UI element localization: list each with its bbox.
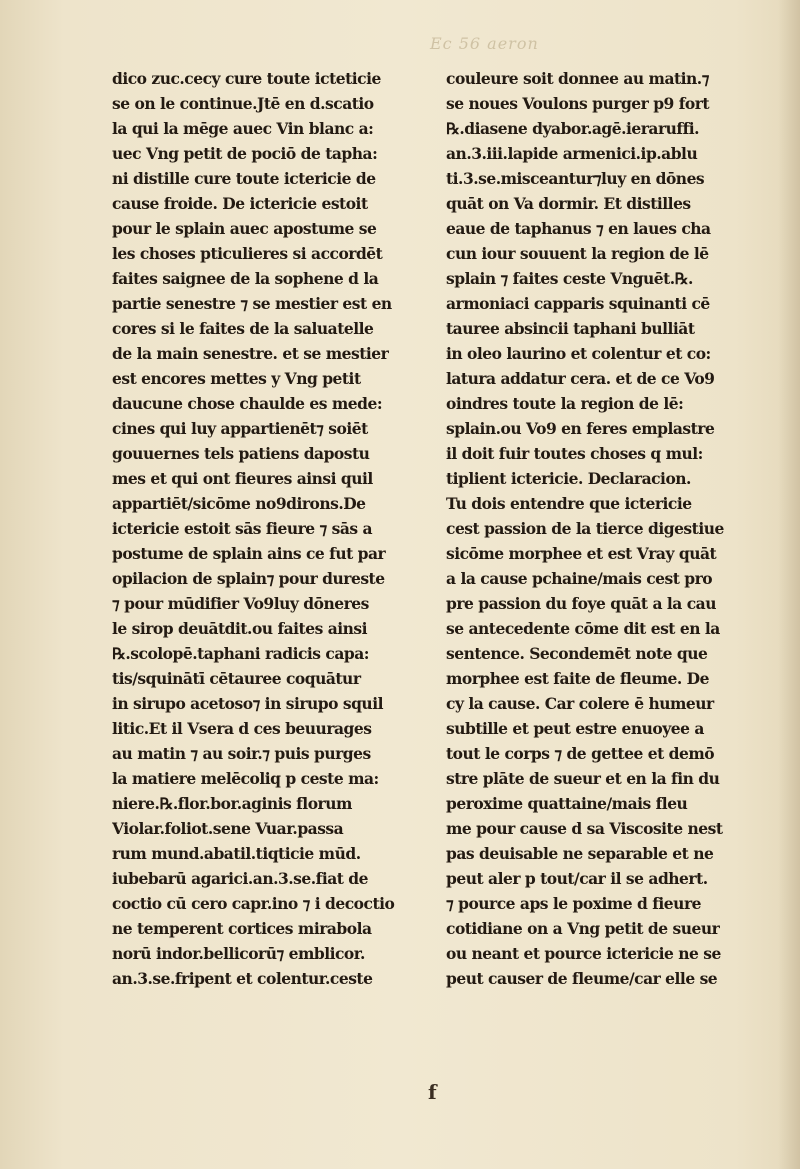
right-column-line: peut aler p tout/car il se adhert.: [446, 869, 708, 888]
right-column-line: tauree absincii taphani bulliāt: [446, 319, 695, 338]
left-column-line: rum mund.abatil.tiqticie mūd.: [112, 844, 361, 863]
right-text-column: [446, 66, 771, 991]
left-column-line: ni distille cure toute ictericie de: [112, 169, 376, 188]
left-column-line: in sirupo acetoso⁊ in sirupo squil: [112, 694, 383, 713]
left-column-line: uec Vng petit de pociō de tapha:: [112, 144, 378, 163]
right-column-line: peut causer de fleume/car elle se: [446, 969, 718, 988]
left-column-line: le sirop deuātdit.ou faites ainsi: [112, 619, 368, 638]
right-column-line: in oleo laurino et colentur et co:: [446, 344, 711, 363]
left-column-line: an.3.se.fripent et colentur.ceste: [112, 969, 373, 988]
left-column-line: dico zuc.cecy cure toute icteticie: [112, 69, 381, 88]
right-column-line: splain ⁊ faites ceste Vnguēt.℞.: [446, 269, 693, 288]
right-column-line: cotidiane on a Vng petit de sueur: [446, 919, 720, 938]
right-column-line: tout le corps ⁊ de gettee et demō: [446, 744, 715, 763]
left-column-line: ictericie estoit sās fieure ⁊ sās a: [112, 519, 373, 538]
right-column-line: armoniaci capparis squinanti cē: [446, 294, 710, 313]
left-column-line: coctio cū cero capr.ino ⁊ i decoctio: [112, 894, 395, 913]
right-column-line: ou neant et pource ictericie ne se: [446, 944, 721, 963]
right-column-line: tiplient ictericie. Declaracion.: [446, 469, 691, 488]
left-column-line: ne temperent cortices mirabola: [112, 919, 372, 938]
right-column-line: se antecedente cōme dit est en la: [446, 619, 720, 638]
right-column-line: ℞.diasene dyabor.agē.ieraruffi.: [446, 119, 700, 138]
left-column-line: partie senestre ⁊ se mestier est en: [112, 294, 392, 313]
right-column-line: cun iour souuent la region de lē: [446, 244, 709, 263]
right-column-line: Tu dois entendre que ictericie: [446, 494, 692, 513]
left-column-line: norū indor.bellicorū⁊ emblicor.: [112, 944, 365, 963]
left-column-line: les choses pticulieres si accordēt: [112, 244, 383, 263]
right-column-line: an.3.iii.lapide armenici.ip.ablu: [446, 144, 698, 163]
left-column-line: faites saignee de la sophene d la: [112, 269, 379, 288]
right-column-line: latura addatur cera. et de ce Vo9: [446, 369, 715, 388]
signature-mark: f: [428, 1080, 437, 1104]
right-column-line: pre passion du foye quāt a la cau: [446, 594, 716, 613]
left-column-line: Violar.foliot.sene Vuar.passa: [112, 819, 344, 838]
left-column-line: mes et qui ont fieures ainsi quil: [112, 469, 373, 488]
right-column-line: cy la cause. Car colere ē humeur: [446, 694, 714, 713]
right-column-line: morphee est faite de fleume. De: [446, 669, 709, 688]
left-column-line: est encores mettes y Vng petit: [112, 369, 361, 388]
left-column-line: litic.Et il Vsera d ces beuurages: [112, 719, 372, 738]
right-column-line: pas deuisable ne separable et ne: [446, 844, 714, 863]
left-column-line: niere.℞.flor.bor.aginis florum: [112, 794, 352, 813]
left-column-line: gouuernes tels patiens dapostu: [112, 444, 370, 463]
right-column-line: me pour cause d sa Viscosite nest: [446, 819, 723, 838]
left-column-line: pour le splain auec apostume se: [112, 219, 377, 238]
page-edge-shadow: [778, 0, 800, 1169]
left-text-column: [112, 66, 442, 991]
left-column-line: au matin ⁊ au soir.⁊ puis purges: [112, 744, 371, 763]
right-column-line: oindres toute la region de lē:: [446, 394, 684, 413]
right-column-line: couleure soit donnee au matin.⁊: [446, 69, 709, 88]
right-column-line: cest passion de la tierce digestiue: [446, 519, 724, 538]
left-column-line: iubebarū agarici.an.3.se.fiat de: [112, 869, 368, 888]
right-column-line: a la cause pchaine/mais cest pro: [446, 569, 713, 588]
right-column-line: peroxime quattaine/mais fleu: [446, 794, 688, 813]
left-column-line: opilacion de splain⁊ pour dureste: [112, 569, 385, 588]
right-column-line: eaue de taphanus ⁊ en laues cha: [446, 219, 711, 238]
right-column-line: sicōme morphee et est Vray quāt: [446, 544, 717, 563]
left-column-line: ⁊ pour mūdifier Vo9luy dōneres: [112, 594, 369, 613]
right-column-line: splain.ou Vo9 en feres emplastre: [446, 419, 715, 438]
left-column-line: cines qui luy appartienēt⁊ soiēt: [112, 419, 368, 438]
left-column-line: tis/squinātī cētauree coquātur: [112, 669, 361, 688]
show-through-header: Ec 56 aeron: [430, 34, 539, 53]
right-column-line: ti.3.se.misceantur⁊luy en dōnes: [446, 169, 705, 188]
right-column-line: ⁊ pource aps le poxime d fieure: [446, 894, 701, 913]
left-column-line: daucune chose chaulde es mede:: [112, 394, 383, 413]
right-column-line: quāt on Va dormir. Et distilles: [446, 194, 691, 213]
left-column-line: ℞.scolopē.taphani radicis capa:: [112, 644, 369, 663]
right-column-line: subtille et peut estre enuoyee a: [446, 719, 704, 738]
left-column-line: se on le continue.Jtē en d.scatio: [112, 94, 374, 113]
right-column-line: sentence. Secondemēt note que: [446, 644, 708, 663]
right-column-line: il doit fuir toutes choses q mul:: [446, 444, 703, 463]
left-column-line: appartiēt/sicōme no9dirons.De: [112, 494, 366, 513]
left-column-line: la matiere melēcoliq p ceste ma:: [112, 769, 379, 788]
left-column-line: postume de splain ains ce fut par: [112, 544, 386, 563]
left-column-line: cause froide. De ictericie estoit: [112, 194, 368, 213]
left-column-line: cores si le faites de la saluatelle: [112, 319, 374, 338]
left-column-line: la qui la mēge auec Vin blanc a:: [112, 119, 374, 138]
left-column-line: de la main senestre. et se mestier: [112, 344, 389, 363]
right-column-line: stre plāte de sueur et en la fin du: [446, 769, 720, 788]
right-column-line: se noues Voulons purger p9 fort: [446, 94, 710, 113]
